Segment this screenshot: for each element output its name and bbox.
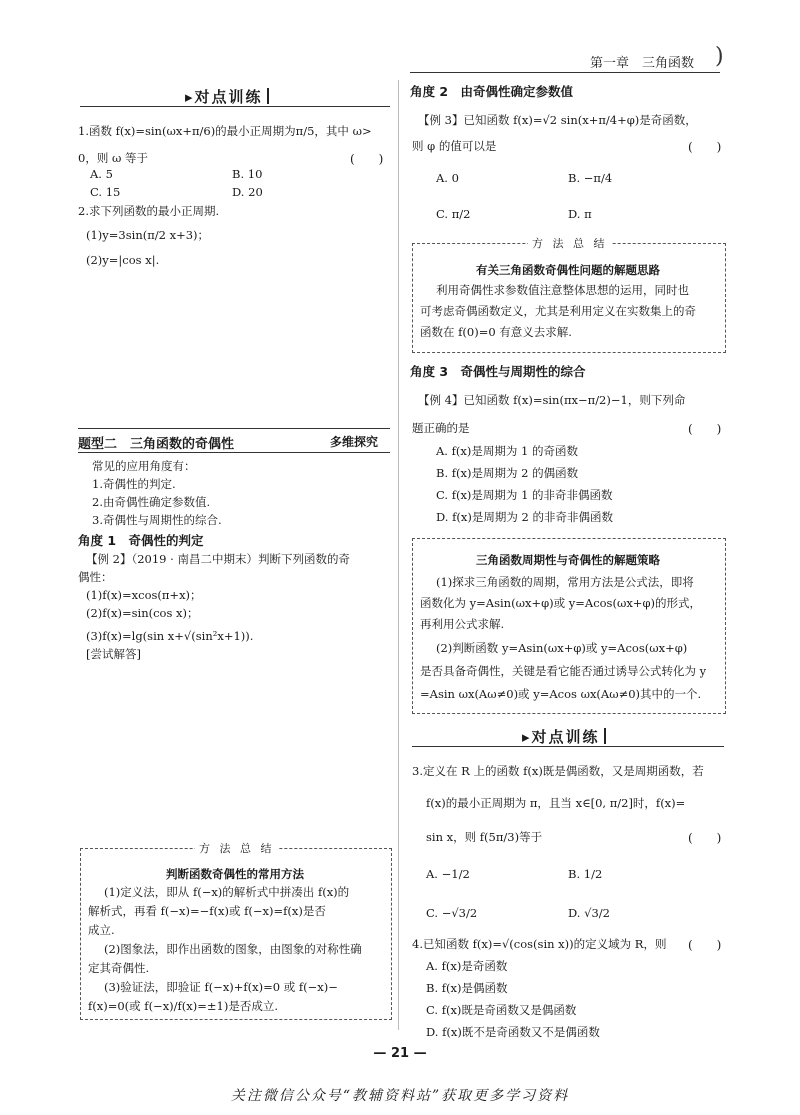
q1-line1: 1.函数 f(x)=sin(ωx+π/6)的最小正周期为π/5，其中 ω>	[78, 124, 372, 138]
q4-option: A. f(x)是奇函数	[426, 959, 508, 973]
q2-line1: 2.求下列函数的最小正周期.	[78, 204, 220, 218]
ex2-sub2: (2)f(x)=sin(cos x)；	[86, 606, 199, 620]
q3-option: A. −1/2	[426, 867, 470, 881]
q1-option: C. 15	[90, 185, 121, 199]
method2-line: 可考虑奇偶函数定义，尤其是利用定义在实数集上的奇	[420, 304, 696, 318]
ex4-line2: 题正确的是	[412, 421, 470, 435]
q2-sub1: (1)y=3sin(π/2 x+3)；	[86, 228, 210, 242]
method3-line: (1)探求三角函数的周期，常用方法是公式法，即将	[436, 575, 694, 589]
ex3-line2: 则 φ 的值可以是	[412, 139, 497, 153]
q1-line2: 0，则 ω 等于	[78, 151, 149, 165]
chapter-header: 第一章 三角函数	[590, 56, 695, 71]
q3-option: C. −√3/2	[426, 906, 478, 920]
method3-line: 函数化为 y=Asin(ωx+φ)或 y=Acos(ωx+φ)的形式，	[420, 596, 701, 610]
q3-line2: f(x)的最小正周期为 π，且当 x∈[0, π/2]时，f(x)=	[426, 796, 686, 810]
train-underline-right	[412, 746, 724, 747]
q1-option: A. 5	[90, 167, 113, 181]
q1-option: B. 10	[232, 167, 263, 181]
method3-line: 是否具备奇偶性，关键是看它能否通过诱导公式转化为 y	[420, 664, 707, 678]
method1-line: (3)验证法，即验证 f(−x)+f(x)=0 或 f(−x)−	[104, 980, 338, 994]
q3-line3: sin x，则 f(5π/3)等于	[426, 830, 543, 844]
type2-title: 题型二 三角函数的奇偶性	[78, 437, 235, 452]
q4-line1: 4.已知函数 f(x)=√(cos(sin x))的定义域为 R，则	[412, 937, 667, 951]
train-underline-left	[80, 106, 390, 107]
method1-title: 判断函数奇偶性的常用方法	[166, 867, 304, 881]
method1-line: 成立.	[88, 923, 115, 937]
train-title-left: ▸对点训练	[185, 86, 269, 107]
train-title-right: ▸对点训练	[522, 726, 606, 747]
footer-note: 关注微信公众号“教辅资料站”获取更多学习资料	[230, 1088, 570, 1104]
method3-title: 三角函数周期性与奇偶性的解题策略	[476, 553, 660, 567]
header-rule	[410, 72, 720, 73]
ex4-answer-paren: ( )	[688, 422, 722, 436]
ex3-option: C. π/2	[436, 207, 471, 221]
try-answer-label: [尝试解答]	[86, 647, 141, 661]
q2-sub2: (2)y=|cos x|.	[86, 253, 160, 267]
method2-line: 利用奇偶性求参数值注意整体思想的运用，同时也	[436, 283, 689, 297]
header-bracket-icon: )	[715, 44, 724, 69]
ex2-line1: 【例 2】（2019 · 南昌二中期末）判断下列函数的奇	[86, 552, 350, 566]
q3-option: B. 1/2	[568, 867, 603, 881]
angle2-title: 角度 2 由奇偶性确定参数值	[410, 84, 574, 99]
page-number: — 21 —	[373, 1046, 427, 1061]
method3-line: =Asin ωx(Aω≠0)或 y=Acos ωx(Aω≠0)其中的一个.	[420, 687, 702, 701]
method1-line: f(x)=0(或 f(−x)/f(x)=±1)是否成立.	[88, 999, 278, 1013]
ex2-sub1: (1)f(x)=xcos(π+x)；	[86, 588, 202, 602]
method1-line: 解析式，再看 f(−x)=−f(x)或 f(−x)=f(x)是否	[88, 904, 326, 918]
method-box-1-label: 方 法 总 结	[195, 840, 279, 856]
ex4-option: B. f(x)是周期为 2 的偶函数	[436, 466, 579, 480]
method1-line: (1)定义法，即从 f(−x)的解析式中拼凑出 f(x)的	[104, 885, 350, 899]
ex3-option: B. −π/4	[568, 171, 613, 185]
ex3-answer-paren: ( )	[688, 140, 722, 154]
method1-line: (2)图象法，即作出函数的图象，由图象的对称性确	[104, 942, 362, 956]
method-box-2-label: 方 法 总 结	[528, 235, 612, 251]
method2-line: 函数在 f(0)=0 有意义去求解.	[420, 325, 572, 339]
q3-option: D. √3/2	[568, 906, 610, 920]
ex3-option: D. π	[568, 207, 592, 221]
method3-line: (2)判断函数 y=Asin(ωx+φ)或 y=Acos(ωx+φ)	[436, 641, 688, 655]
method3-line: 再利用公式求解.	[420, 617, 505, 631]
type2-rule-bottom	[78, 452, 390, 453]
app-item: 2.由奇偶性确定参数值.	[92, 495, 211, 509]
q3-answer-paren: ( )	[688, 831, 722, 845]
ex4-line1: 【例 4】已知函数 f(x)=sin(πx−π/2)−1，则下列命	[418, 393, 686, 407]
angle3-title: 角度 3 奇偶性与周期性的综合	[410, 364, 586, 379]
ex4-option: D. f(x)是周期为 2 的非奇非偶函数	[436, 510, 613, 524]
ex3-line1: 【例 3】已知函数 f(x)=√2 sin(x+π/4+φ)是奇函数，	[418, 113, 697, 127]
q1-answer-paren: ( )	[350, 152, 384, 166]
apps-intro: 常见的应用角度有：	[92, 459, 196, 473]
angle1-title: 角度 1 奇偶性的判定	[78, 533, 204, 548]
train-icon: ▸	[522, 728, 532, 746]
ex4-option: A. f(x)是周期为 1 的奇函数	[436, 444, 578, 458]
q1-option: D. 20	[232, 185, 263, 199]
ex2-line2: 偶性：	[78, 570, 113, 584]
method2-title: 有关三角函数奇偶性问题的解题思路	[476, 263, 660, 277]
q4-option: D. f(x)既不是奇函数又不是偶函数	[426, 1025, 600, 1039]
method1-line: 定其奇偶性.	[88, 961, 150, 975]
train-icon: ▸	[185, 88, 195, 106]
ex2-sub3: (3)f(x)=lg(sin x+√(sin²x+1)).	[86, 629, 254, 643]
q4-answer-paren: ( )	[688, 938, 722, 952]
ex3-option: A. 0	[436, 171, 459, 185]
q4-option: B. f(x)是偶函数	[426, 981, 508, 995]
q3-line1: 3.定义在 R 上的函数 f(x)既是偶函数，又是周期函数，若	[412, 764, 704, 778]
ex4-option: C. f(x)是周期为 1 的非奇非偶函数	[436, 488, 613, 502]
app-item: 1.奇偶性的判定.	[92, 477, 176, 491]
q4-option: C. f(x)既是奇函数又是偶函数	[426, 1003, 577, 1017]
app-item: 3.奇偶性与周期性的综合.	[92, 513, 222, 527]
type2-tag: 多维探究	[330, 435, 379, 449]
column-divider	[398, 80, 399, 1030]
type2-rule-top	[78, 428, 390, 429]
